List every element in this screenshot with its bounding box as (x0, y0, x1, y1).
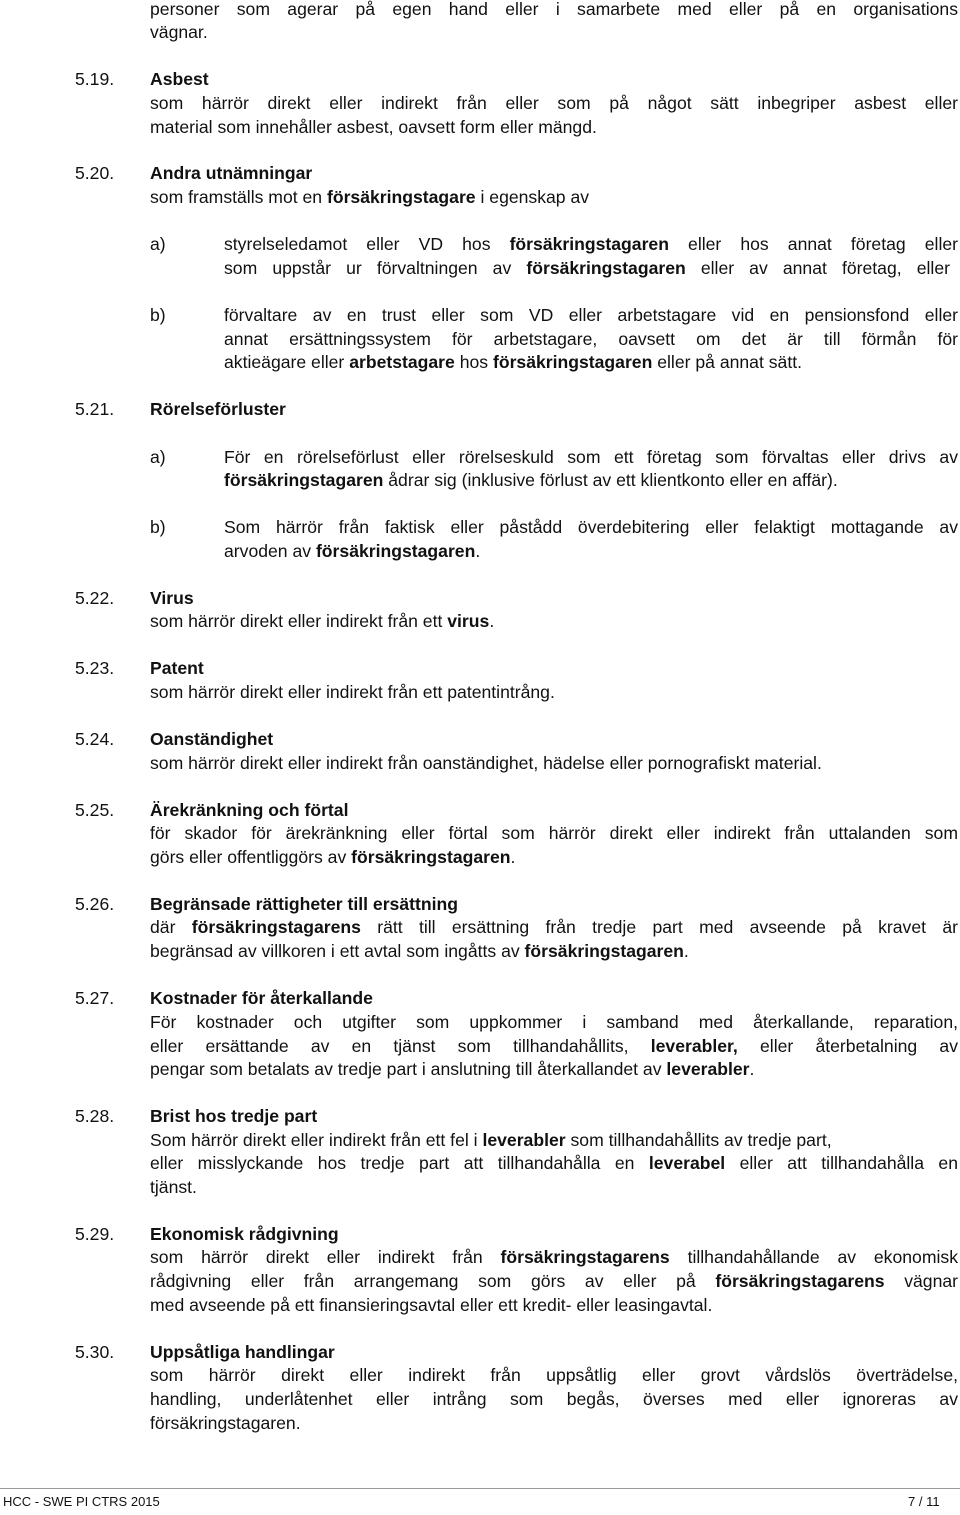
intro-line: vägnar. (150, 22, 208, 42)
section-text: tjänst. (150, 1177, 197, 1197)
section-text: görs eller offentliggörs av försäkringstagaren. (150, 847, 516, 867)
section-number: 5.19. (75, 69, 115, 89)
section-number: 5.23. (75, 658, 115, 678)
list-label: b) (150, 517, 166, 537)
section-title: Kostnader för återkallande (150, 988, 373, 1008)
list-item-text: Som härrör från faktisk eller påstådd överdebitering eller felaktigt mottagande av (224, 517, 958, 537)
section-title: Begränsade rättigheter till ersättning (150, 894, 458, 914)
section-number: 5.27. (75, 988, 115, 1008)
section-text: rådgivning eller från arrangemang som görs av eller på försäkringstagarens vägnar (150, 1271, 959, 1291)
section-title: Uppsåtliga handlingar (150, 1342, 335, 1362)
section-title: Oanständighet (150, 729, 274, 749)
section-title: Andra utnämningar (150, 163, 313, 183)
list-label: a) (150, 447, 166, 467)
section-number: 5.28. (75, 1106, 115, 1126)
section-text: med avseende på ett finansieringsavtal eller ett kredit- eller leasingavtal. (150, 1295, 713, 1315)
section-number: 5.21. (75, 399, 115, 419)
section-text: begränsad av villkoren i ett avtal som ingåtts av försäkringstagaren. (150, 941, 689, 961)
list-item-text: styrelseledamot eller VD hos försäkringstagaren eller hos annat företag eller (224, 234, 958, 254)
list-item-text: som uppstår ur förvaltningen av försäkringstagaren eller av annat företag, eller (224, 258, 950, 278)
section-title: Ärekränkning och förtal (150, 800, 349, 820)
list-item-text: förvaltare av en trust eller som VD eller arbetstagare vid en pensionsfond eller (224, 305, 958, 325)
section-text: som härrör direkt eller indirekt från ett virus. (150, 611, 495, 631)
footer-page-number: 7 / 11 (908, 1494, 940, 1509)
section-text: som härrör direkt eller indirekt från ett patentintrång. (150, 682, 555, 702)
footer-rule (0, 1488, 960, 1489)
list-item-text: arvoden av försäkringstagaren. (224, 541, 481, 561)
list-label: a) (150, 234, 166, 254)
footer-document-id: HCC - SWE PI CTRS 2015 (3, 1494, 160, 1509)
section-number: 5.24. (75, 729, 115, 749)
list-item-text: För en rörelseförlust eller rörelseskuld som ett företag som förvaltas eller drivs av (224, 447, 958, 467)
section-text: För kostnader och utgifter som uppkommer i samband med återkallande, reparation, (150, 1012, 958, 1032)
section-text: handling, underlåtenhet eller intrång som begås, överses med eller ignoreras av (150, 1389, 958, 1409)
section-text: eller ersättande av en tjänst som tillhandahållits, leverabler, eller återbetalning av (150, 1036, 958, 1056)
section-number: 5.20. (75, 163, 115, 183)
section-text: Som härrör direkt eller indirekt från ett fel i leverabler som tillhandahållits av tredje part, (150, 1130, 832, 1150)
section-title: Brist hos tredje part (150, 1106, 318, 1126)
section-text: eller misslyckande hos tredje part att tillhandahålla en leverabel eller att tillhandahålla en (150, 1153, 959, 1173)
section-text: där försäkringstagarens rätt till ersättning från tredje part med avseende på kravet är (150, 917, 958, 937)
list-item-text: aktieägare eller arbetstagare hos försäkringstagaren eller på annat sätt. (224, 352, 802, 372)
section-text: som härrör direkt eller indirekt från försäkringstagarens tillhandahållande av ekonomisk (150, 1247, 958, 1267)
list-item-text: försäkringstagaren ådrar sig (inklusive förlust av ett klientkonto eller en affär). (224, 470, 838, 490)
section-text: som härrör direkt eller indirekt från uppsåtlig eller grovt vårdslös överträdelse, (150, 1365, 958, 1385)
section-text: material som innehåller asbest, oavsett form eller mängd. (150, 117, 597, 137)
section-title: Ekonomisk rådgivning (150, 1224, 339, 1244)
section-text: som framställs mot en försäkringstagare i egenskap av (150, 187, 590, 207)
section-title: Rörelseförluster (150, 399, 286, 419)
section-text: försäkringstagaren. (150, 1413, 301, 1433)
section-number: 5.30. (75, 1342, 115, 1362)
section-text: för skador för ärekränkning eller förtal som härrör direkt eller indirekt från uttalanden som (150, 823, 958, 843)
section-text: som härrör direkt eller indirekt från eller som på något sätt inbegriper asbest eller (150, 93, 958, 113)
list-item-text: annat ersättningssystem för arbetstagare, oavsett om det är till förmån för (224, 329, 958, 349)
section-title: Patent (150, 658, 204, 678)
section-number: 5.26. (75, 894, 115, 914)
intro-line: personer som agerar på egen hand eller i samarbete med eller på en organisations (150, 0, 958, 19)
section-title: Virus (150, 588, 194, 608)
section-text: pengar som betalats av tredje part i anslutning till återkallandet av leverabler. (150, 1059, 755, 1079)
section-number: 5.29. (75, 1224, 115, 1244)
list-label: b) (150, 305, 166, 325)
section-number: 5.25. (75, 800, 115, 820)
section-text: som härrör direkt eller indirekt från oanständighet, hädelse eller pornografiskt material. (150, 753, 822, 773)
section-number: 5.22. (75, 588, 115, 608)
section-title: Asbest (150, 69, 209, 89)
